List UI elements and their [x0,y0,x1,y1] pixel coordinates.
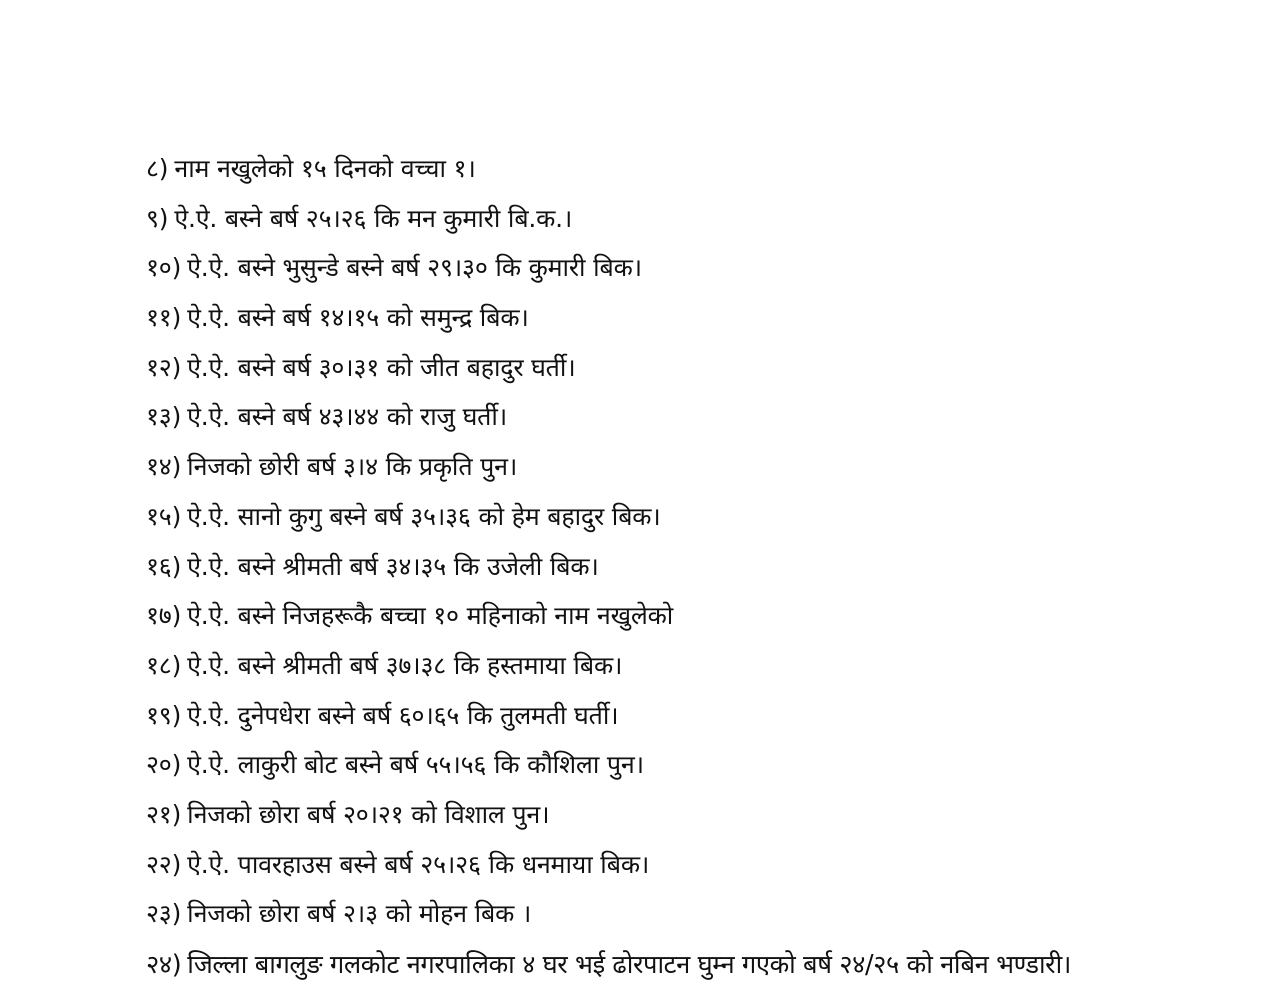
list-item [146,293,1246,343]
list-item [146,492,1246,542]
list-item [146,641,1246,691]
entry-text: ऐ.ऐ. बस्ने बर्ष १४।१५ को समुन्द्र बिक। [187,303,529,333]
list-item [146,542,1246,592]
list-item [146,343,1246,393]
list-item [146,889,1246,939]
list-item [146,442,1246,492]
list-item [146,591,1246,641]
entry-number: ११) [146,303,182,333]
entry-text: ऐ.ऐ. बस्ने बर्ष २५।२६ कि मन कुमारी बि.क.। [174,203,573,233]
list-item [146,194,1246,244]
list-item [146,691,1246,741]
list-item [146,840,1246,890]
entry-number: १७) [146,601,182,631]
entry-text: ऐ.ऐ. बस्ने भुसुन्डे बस्ने बर्ष २९।३० कि कुमारी बिक। [187,253,642,283]
entry-text: ऐ.ऐ. पावरहाउस बस्ने बर्ष २५।२६ कि धनमाया बिक। [187,849,650,879]
entry-number: २०) [146,750,182,780]
entry-number: १३) [146,402,182,432]
entry-text: ऐ.ऐ. सानो कुगु बस्ने बर्ष ३५।३६ को हेम बहादुर बिक। [187,501,661,531]
entry-number: ८) [146,154,169,183]
list-item [146,790,1246,840]
entry-number: १५) [146,501,182,531]
list-item [146,243,1246,293]
entry-text: नाम नखुलेको १५ दिनको वच्चा १। [174,154,476,183]
entry-text: निजको छोरा बर्ष २०।२१ को विशाल पुन। [187,799,550,829]
entry-text: ऐ.ऐ. बस्ने निजहरूकै बच्चा १० महिनाको नाम नखुलेको [187,601,674,631]
entry-number: २४) [146,950,182,980]
entry-text: ऐ.ऐ. दुनेपधेरा बस्ने बर्ष ६०।६५ कि तुलमती घर्ती। [187,700,619,730]
entry-number: १२) [146,352,182,382]
entry-text: ऐ.ऐ. बस्ने श्रीमती बर्ष ३४।३५ कि उजेली बिक। [187,551,599,581]
entry-number: १०) [146,253,182,283]
entry-text: जिल्ला बागलुङ गलकोट नगरपालिका ४ घर भई ढोरपाटन घुम्न गएको बर्ष २४/२५ को नबिन भण्डारी। [187,950,1072,980]
list-item [146,144,1246,194]
entry-number: १६) [146,551,182,581]
entry-text: निजको छोरा बर्ष २।३ को मोहन बिक । [187,899,532,929]
entry-number: १४) [146,452,182,482]
entry-text: निजको छोरी बर्ष ३।४ कि प्रकृति पुन। [187,452,518,482]
entry-text: ऐ.ऐ. बस्ने बर्ष ३०।३१ को जीत बहादुर घर्ती। [187,352,576,382]
entry-list [146,144,1246,991]
entry-text: ऐ.ऐ. बस्ने श्रीमती बर्ष ३७।३८ कि हस्तमाया बिक। [187,650,623,680]
entry-number: २३) [146,899,182,929]
list-item [146,392,1246,442]
entry-text: ऐ.ऐ. लाकुरी बोट बस्ने बर्ष ५५।५६ कि कौशिला पुन। [187,750,644,780]
list-item [146,941,1246,991]
entry-number: १९) [146,700,182,730]
list-item [146,740,1246,790]
entry-number: १८) [146,650,182,680]
entry-number: ९) [146,203,169,233]
entry-text: ऐ.ऐ. बस्ने बर्ष ४३।४४ को राजु घर्ती। [187,402,507,432]
entry-number: २१) [146,799,182,829]
entry-number: २२) [146,849,182,879]
